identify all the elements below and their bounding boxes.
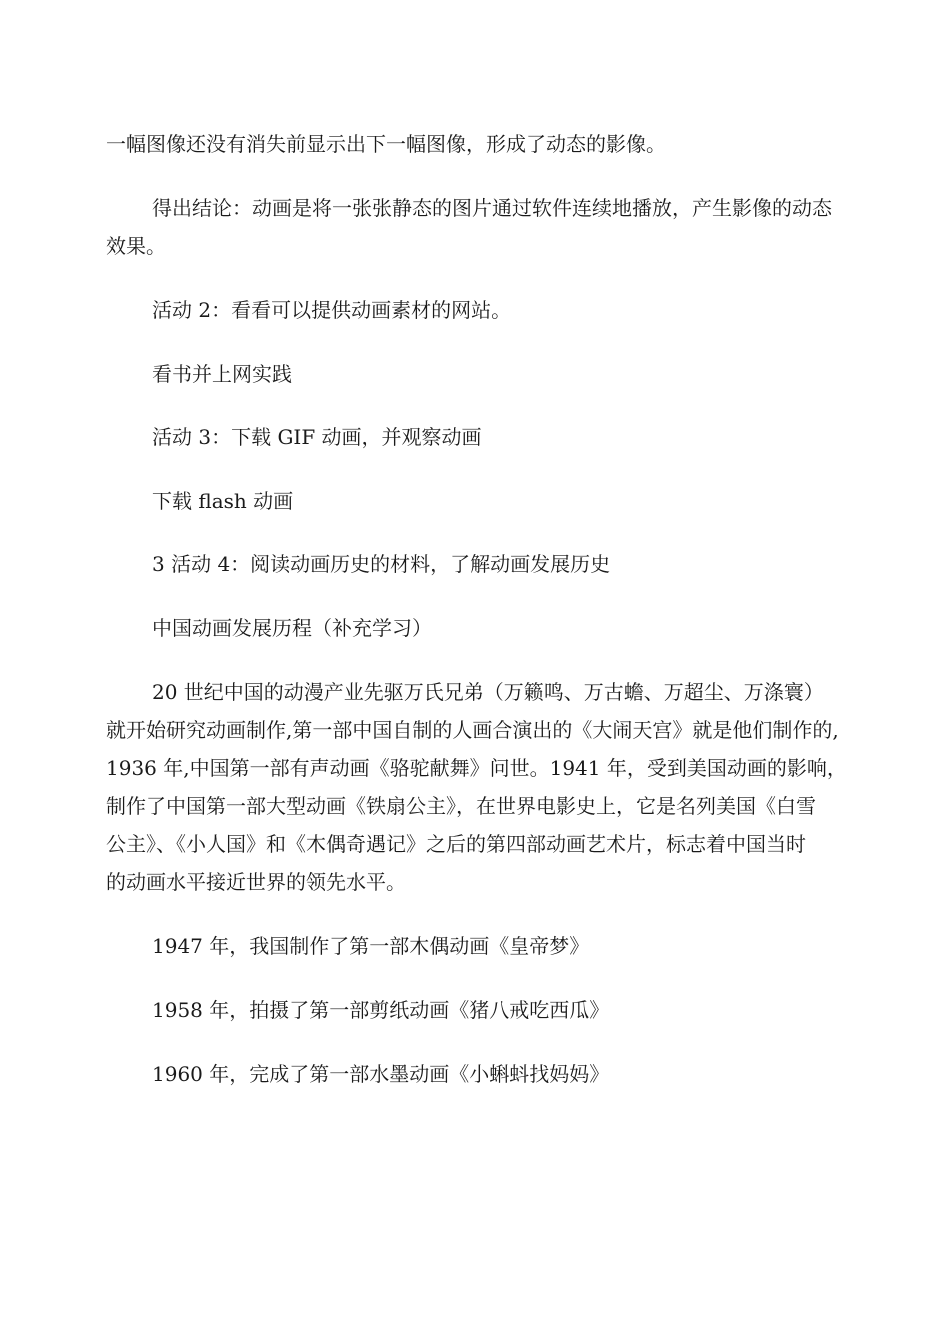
paragraph-conclusion-line-1: 得出结论：动画是将一张张静态的图片通过软件连续地播放，产生影像的动态 xyxy=(152,196,832,220)
activity-3-heading: 活动 3：下载 GIF 动画，并观察动画 xyxy=(152,425,482,449)
history-paragraph-line-6: 的动画水平接近世界的领先水平。 xyxy=(106,870,406,894)
timeline-1958: 1958 年，拍摄了第一部剪纸动画《猪八戒吃西瓜》 xyxy=(152,998,610,1022)
timeline-1960: 1960 年，完成了第一部水墨动画《小蝌蚪找妈妈》 xyxy=(152,1062,610,1086)
history-paragraph-line-3: 1936 年,中国第一部有声动画《骆驼献舞》问世。1941 年，受到美国动画的影响， xyxy=(106,756,847,780)
section-title-china-animation: 中国动画发展历程（补充学习） xyxy=(152,616,432,640)
activity-4-heading: 3 活动 4：阅读动画历史的材料，了解动画发展历史 xyxy=(152,552,611,576)
practice-line: 看书并上网实践 xyxy=(152,362,292,386)
download-flash-line: 下载 flash 动画 xyxy=(152,489,294,513)
history-paragraph-line-5: 公主》、《小人国》和《木偶奇遇记》之后的第四部动画艺术片，标志着中国当时 xyxy=(106,832,806,856)
history-paragraph-line-4: 制作了中国第一部大型动画《铁扇公主》，在世界电影史上，它是名列美国《白雪 xyxy=(106,794,816,818)
paragraph-conclusion-line-2: 效果。 xyxy=(106,234,166,258)
activity-2-heading: 活动 2：看看可以提供动画素材的网站。 xyxy=(152,298,512,322)
paragraph-1-line-1: 一幅图像还没有消失前显示出下一幅图像，形成了动态的影像。 xyxy=(106,132,666,156)
timeline-1947: 1947 年，我国制作了第一部木偶动画《皇帝梦》 xyxy=(152,934,590,958)
history-paragraph-line-2: 就开始研究动画制作,第一部中国自制的人画合演出的《大闹天宫》就是他们制作的, xyxy=(106,718,839,742)
history-paragraph-line-1: 20 世纪中国的动漫产业先驱万氏兄弟（万籁鸣、万古蟾、万超尘、万涤寰） xyxy=(152,680,824,704)
